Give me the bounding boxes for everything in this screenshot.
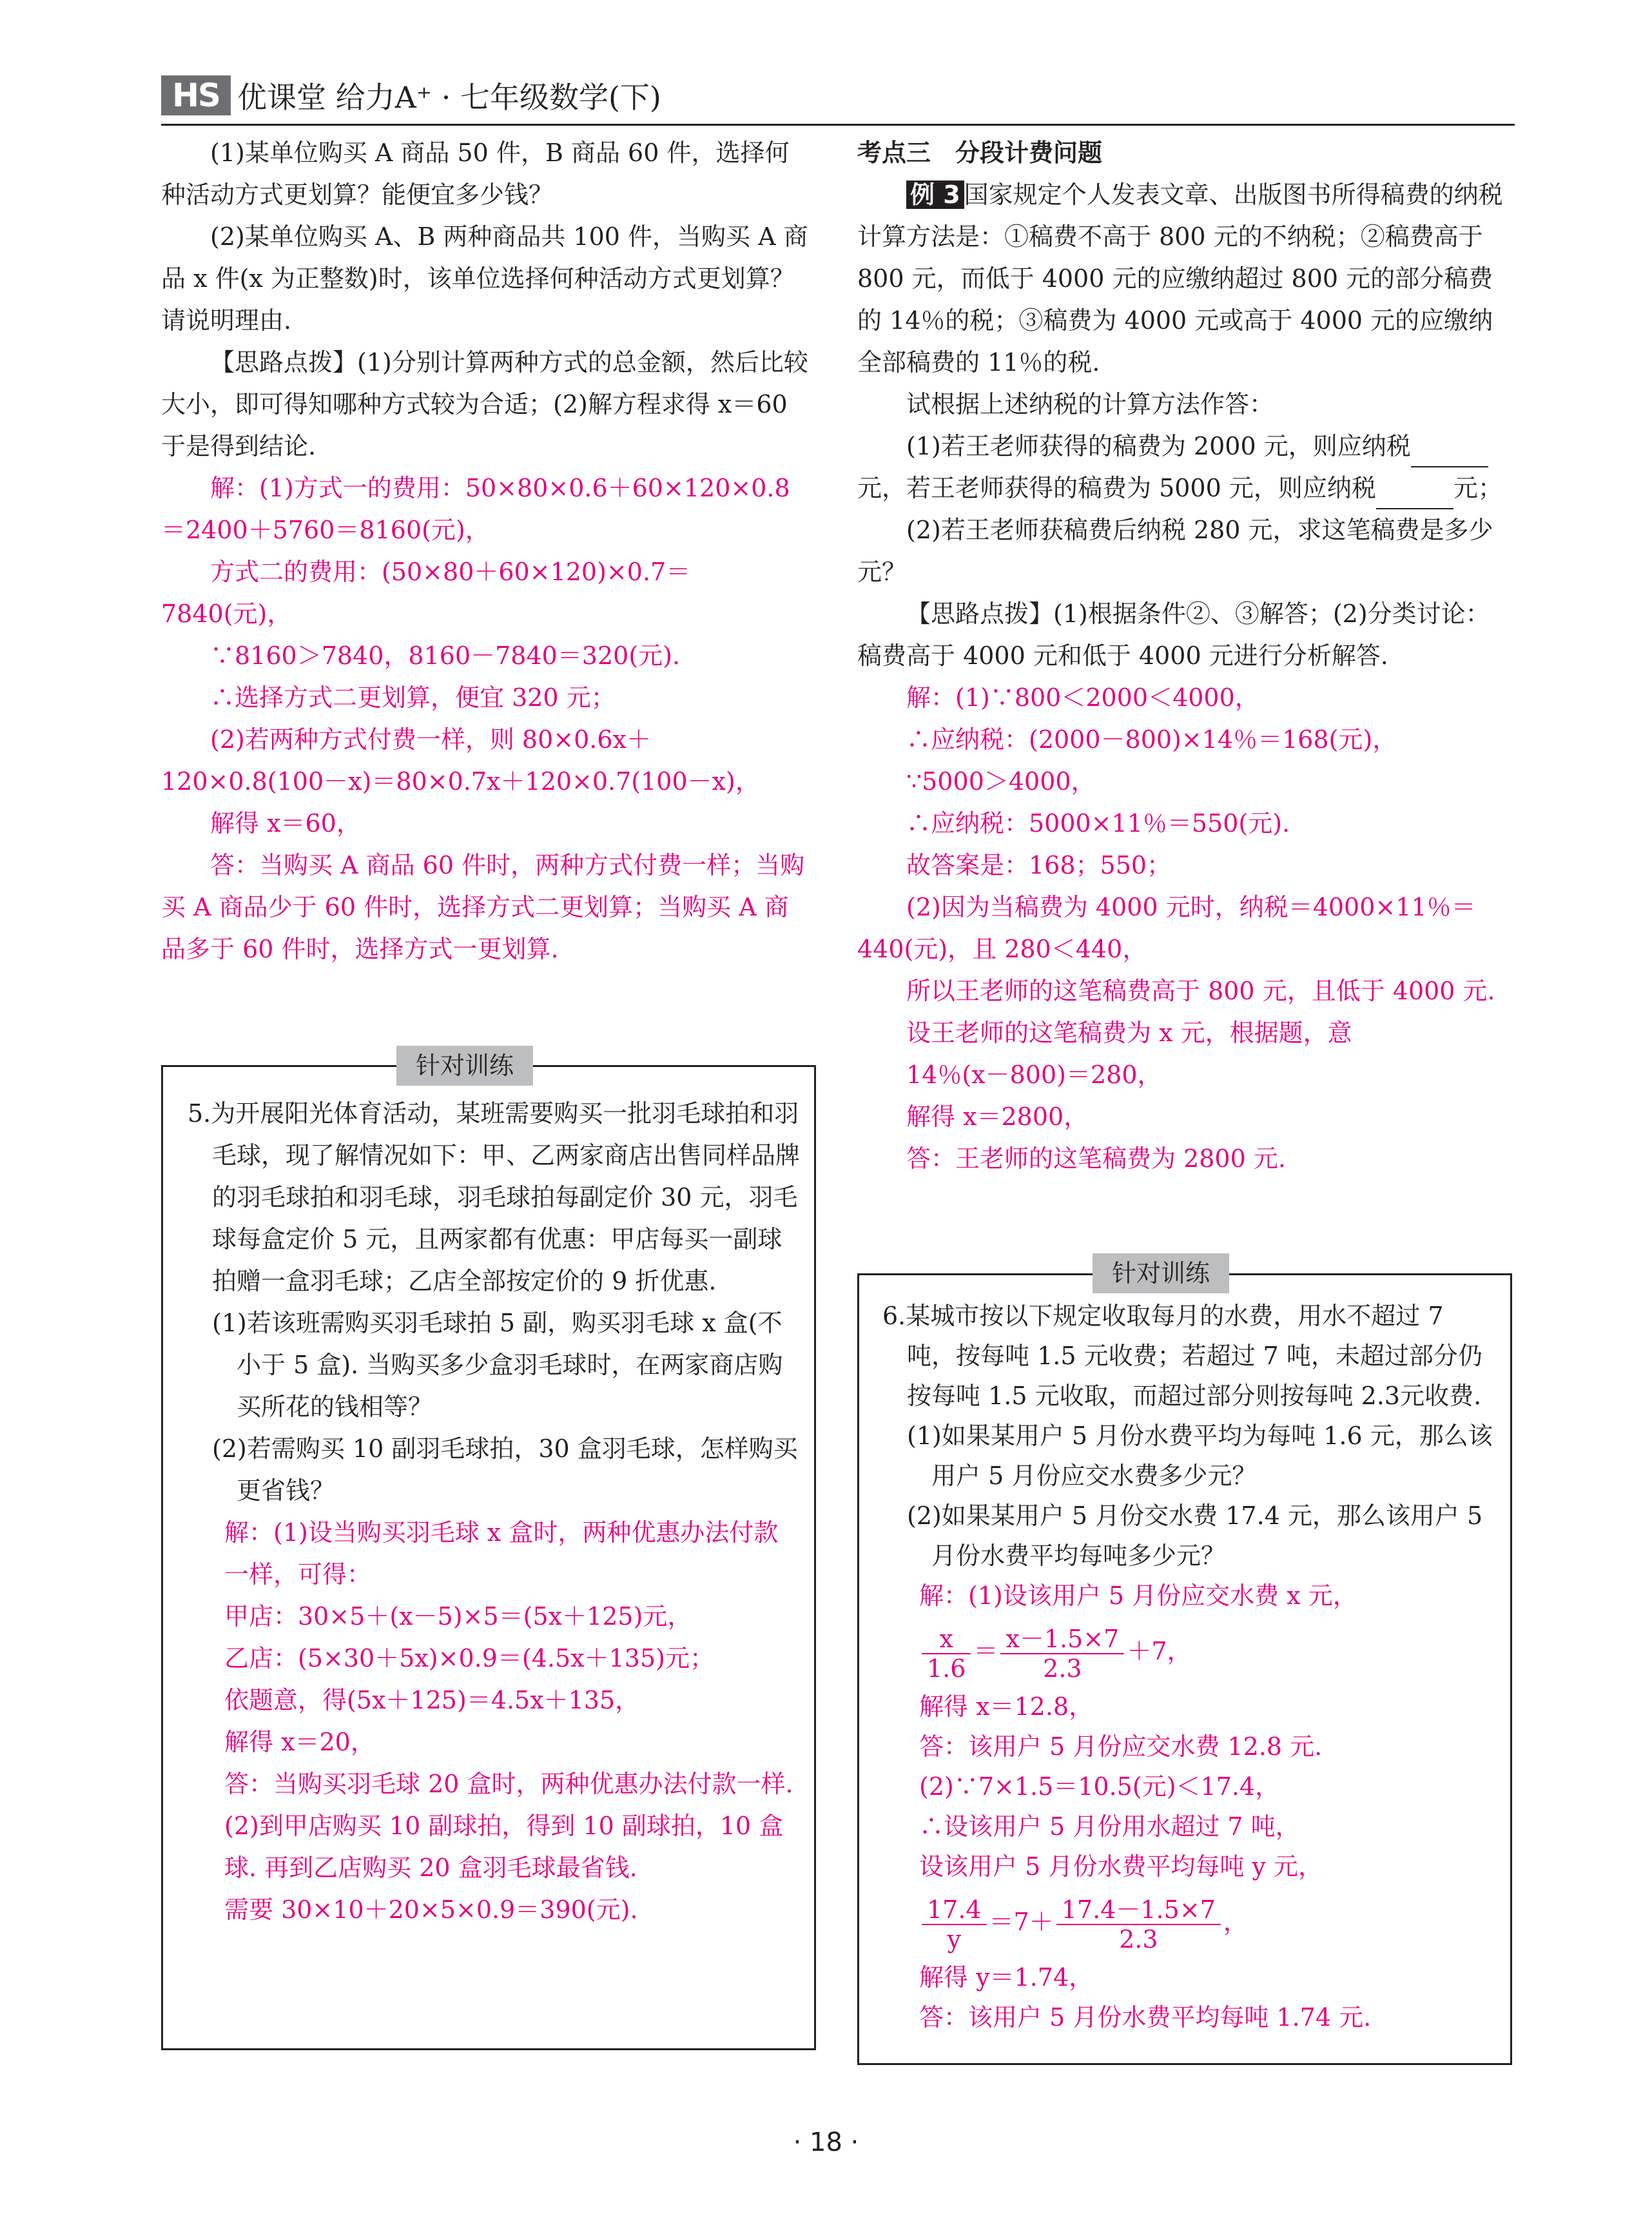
problem-6-q1: (1)如果某用户 5 月份水费平均为每吨 1.6 元，那么该用户 5 月份应交水费多少元？ bbox=[907, 1422, 1493, 1490]
book-title: 优课堂 给力A⁺ · 七年级数学(下) bbox=[237, 80, 661, 115]
page-number: · 18 · bbox=[793, 2128, 859, 2157]
solution-line: 解：(1)方式一的费用：50×80×0.6＋60×120×0.8＝2400＋5760＝8160(元)， bbox=[161, 474, 790, 544]
example-3 bbox=[857, 174, 1508, 384]
hint: 【思路点拨】(1)根据条件②、③解答；(2)分类讨论：稿费高于 4000 元和低于 4000 元进行分析解答. bbox=[857, 600, 1490, 670]
solution-line: ∴应纳税：(2000－800)×14％＝168(元)， bbox=[906, 725, 1397, 754]
solution-line: 所以王老师的这笔稿费高于 800 元，且低于 4000 元. bbox=[906, 977, 1495, 1005]
fraction: $\frac{x}{1.6}$ bbox=[922, 1625, 971, 1683]
solution-line: ∴选择方式二更划算，便宜 320 元； bbox=[210, 683, 616, 712]
solution-line: 答：当购买 A 商品 60 件时，两种方式付费一样；当购买 A 商品少于 60 件时，选择方式二更划算；当购买 A 商品多于 60 件时，选择方式一更划算. bbox=[161, 851, 805, 963]
problem-5-q1: (1)若该班需购买羽毛球拍 5 副，购买羽毛球 x 盒(不小于 5 盒). 当购买多少盒羽毛球时，在两家商店购买所花的钱相等？ bbox=[212, 1309, 783, 1421]
equation-1: $\frac{x}{1.6}$ ＝ $\frac{x-1.5\times 7}{2.3}$ ＋7， bbox=[870, 1616, 1499, 1687]
answer-blank bbox=[1411, 440, 1488, 467]
solution-line: 设该用户 5 月份水费平均每吨 y 元， bbox=[919, 1852, 1323, 1881]
solution-line: 答：该用户 5 月份水费平均每吨 1.74 元. bbox=[919, 2003, 1372, 2032]
solution-line: 甲店：30×5＋(x－5)×5＝(5x＋125)元， bbox=[224, 1602, 692, 1631]
solution-line: (2)到甲店购买 10 副球拍，得到 10 副球拍，10 盒球. 再到乙店购买 20 盒羽毛球最省钱. bbox=[224, 1812, 784, 1882]
solution-line: 解得 x＝12.8， bbox=[919, 1692, 1094, 1721]
question-2: (2)若王老师获稿费后纳税 280 元，求这笔稿费是多少元？ bbox=[857, 516, 1493, 586]
problem-6-q2: (2)如果某用户 5 月份交水费 17.4 元，那么该用户 5 月份水费平均每吨多少元？ bbox=[907, 1502, 1483, 1570]
answer-blank bbox=[1376, 482, 1453, 509]
example-text: 国家规定个人发表文章、出版图书所得稿费的纳税计算方法是：①稿费不高于 800 元的不纳税；②稿费高于 800 元，而低于 4000 元的应缴纳超过 800 元的部分稿费的 14％的税；③稿费为 4000 元或高于 4000 元的应缴纳全部稿费的 11％的税. bbox=[857, 181, 1503, 377]
solution-line: ∵5000＞4000， bbox=[906, 767, 1096, 796]
problem-5: 5.为开展阳光体育活动，某班需要购买一批羽毛球拍和羽毛球，现了解情况如下：甲、乙两家商店出售同样品牌的羽毛球拍和羽毛球，羽毛球拍每副定价 30 元，羽毛球每盒定价 5 元，且两家都有优惠：甲店每买一副球拍赠一盒羽毛球；乙店全部按定价的 9 折优惠. bbox=[188, 1099, 801, 1295]
problem-6: 6.某城市按以下规定收取每月的水费，用水不超过 7 吨，按每吨 1.5 元收费；若超过 7 吨，未超过部分仍按每吨 1.5 元收取，而超过部分则按每吨 2.3元收费. bbox=[882, 1302, 1482, 1410]
solution-line: 依题意，得(5x＋125)＝4.5x＋135， bbox=[224, 1686, 640, 1714]
solution-line: 解：(1)设该用户 5 月份应交水费 x 元， bbox=[919, 1582, 1357, 1610]
solution-line: ∵8160＞7840，8160－7840＝320(元). bbox=[210, 641, 681, 670]
left-column bbox=[161, 132, 812, 970]
solution-line: 设王老师的这笔稿费为 x 元，根据题，意 bbox=[906, 1019, 1352, 1047]
solution-line: 14％(x－800)＝280， bbox=[906, 1061, 1162, 1089]
example-badge: 例 3 bbox=[906, 181, 964, 209]
hs-logo: HS bbox=[161, 75, 231, 115]
solution-line: 解：(1)设当购买羽毛球 x 盒时，两种优惠办法付款一样，可得： bbox=[224, 1518, 779, 1589]
header-divider bbox=[161, 124, 1515, 126]
question-1: (1)某单位购买 A 商品 50 件，B 商品 60 件，选择何种活动方式更划算？能便宜多少钱？ bbox=[161, 139, 790, 209]
solution-line: ∴应纳税：5000×11％＝550(元). bbox=[906, 809, 1290, 837]
solution-line: 乙店：(5×30＋5x)×0.9＝(4.5x＋135)元； bbox=[224, 1644, 714, 1672]
solution-line: 方式二的费用：(50×80＋60×120)×0.7＝7840(元)， bbox=[161, 558, 691, 628]
section-title: 考点三 分段计费问题 bbox=[857, 139, 1103, 167]
solution-line: 解得 y＝1.74， bbox=[919, 1963, 1094, 1992]
page-header bbox=[161, 70, 661, 121]
practice-content-1 bbox=[175, 1093, 802, 1931]
question-2: (2)某单位购买 A、B 两种商品共 100 件，当购买 A 商品 x 件(x 为正整数)时，该单位选择何种活动方式更划算？请说明理由. bbox=[161, 222, 808, 335]
solution-line: 答：当购买羽毛球 20 盒时，两种优惠办法付款一样. bbox=[224, 1770, 793, 1798]
solution-line: 解得 x＝2800， bbox=[906, 1102, 1089, 1131]
solution-line: 需要 30×10＋20×5×0.9＝390(元). bbox=[224, 1895, 638, 1924]
solution-line: (2)∵7×1.5＝10.5(元)＜17.4， bbox=[919, 1772, 1280, 1801]
solution-line: 故答案是：168；550； bbox=[906, 851, 1172, 879]
practice-tab-2: 针对训练 bbox=[1093, 1253, 1229, 1293]
practice-tab-1: 针对训练 bbox=[396, 1046, 533, 1086]
solution-line: 答：该用户 5 月份应交水费 12.8 元. bbox=[919, 1732, 1323, 1761]
right-column bbox=[857, 132, 1508, 1180]
equation-2: $\frac{17.4}{y}$ ＝7＋ $\frac{17.4-1.5\times 7}{2.3}$ ， bbox=[870, 1886, 1499, 1957]
fraction: $\frac{17.4-1.5\times 7}{2.3}$ bbox=[1056, 1895, 1221, 1954]
hint: 【思路点拨】(1)分别计算两种方式的总金额，然后比较大小，即可得知哪种方式较为合适；(2)解方程求得 x＝60 于是得到结论. bbox=[161, 348, 808, 460]
practice-content-2 bbox=[870, 1296, 1499, 2037]
solution-line: 解得 x＝20， bbox=[224, 1728, 375, 1756]
instructions: 试根据上述纳税的计算方法作答： bbox=[906, 390, 1274, 418]
solution-line: (2)若两种方式付费一样，则 80×0.6x＋120×0.8(100－x)＝80×0.7x＋120×0.7(100－x)， bbox=[161, 725, 760, 796]
solution-line: (2)因为当稿费为 4000 元时，纳税＝4000×11％＝440(元)，且 280＜440， bbox=[857, 893, 1476, 963]
solution-line: ∴设该用户 5 月份用水超过 7 吨， bbox=[919, 1812, 1300, 1841]
solution-line: 解得 x＝60， bbox=[210, 809, 361, 837]
solution-line: 答：王老师的这笔稿费为 2800 元. bbox=[906, 1144, 1286, 1173]
question-1: (1)若王老师获得的稿费为 2000 元，则应纳税元，若王老师获得的稿费为 5000 元，则应纳税 元； bbox=[857, 426, 1508, 509]
problem-5-q2: (2)若需购买 10 副羽毛球拍，30 盒羽毛球，怎样购买更省钱？ bbox=[212, 1435, 798, 1505]
fraction: $\frac{x-1.5\times 7}{2.3}$ bbox=[1000, 1625, 1124, 1683]
solution-line: 解：(1)∵800＜2000＜4000， bbox=[906, 683, 1259, 712]
fraction: $\frac{17.4}{y}$ bbox=[922, 1895, 987, 1954]
